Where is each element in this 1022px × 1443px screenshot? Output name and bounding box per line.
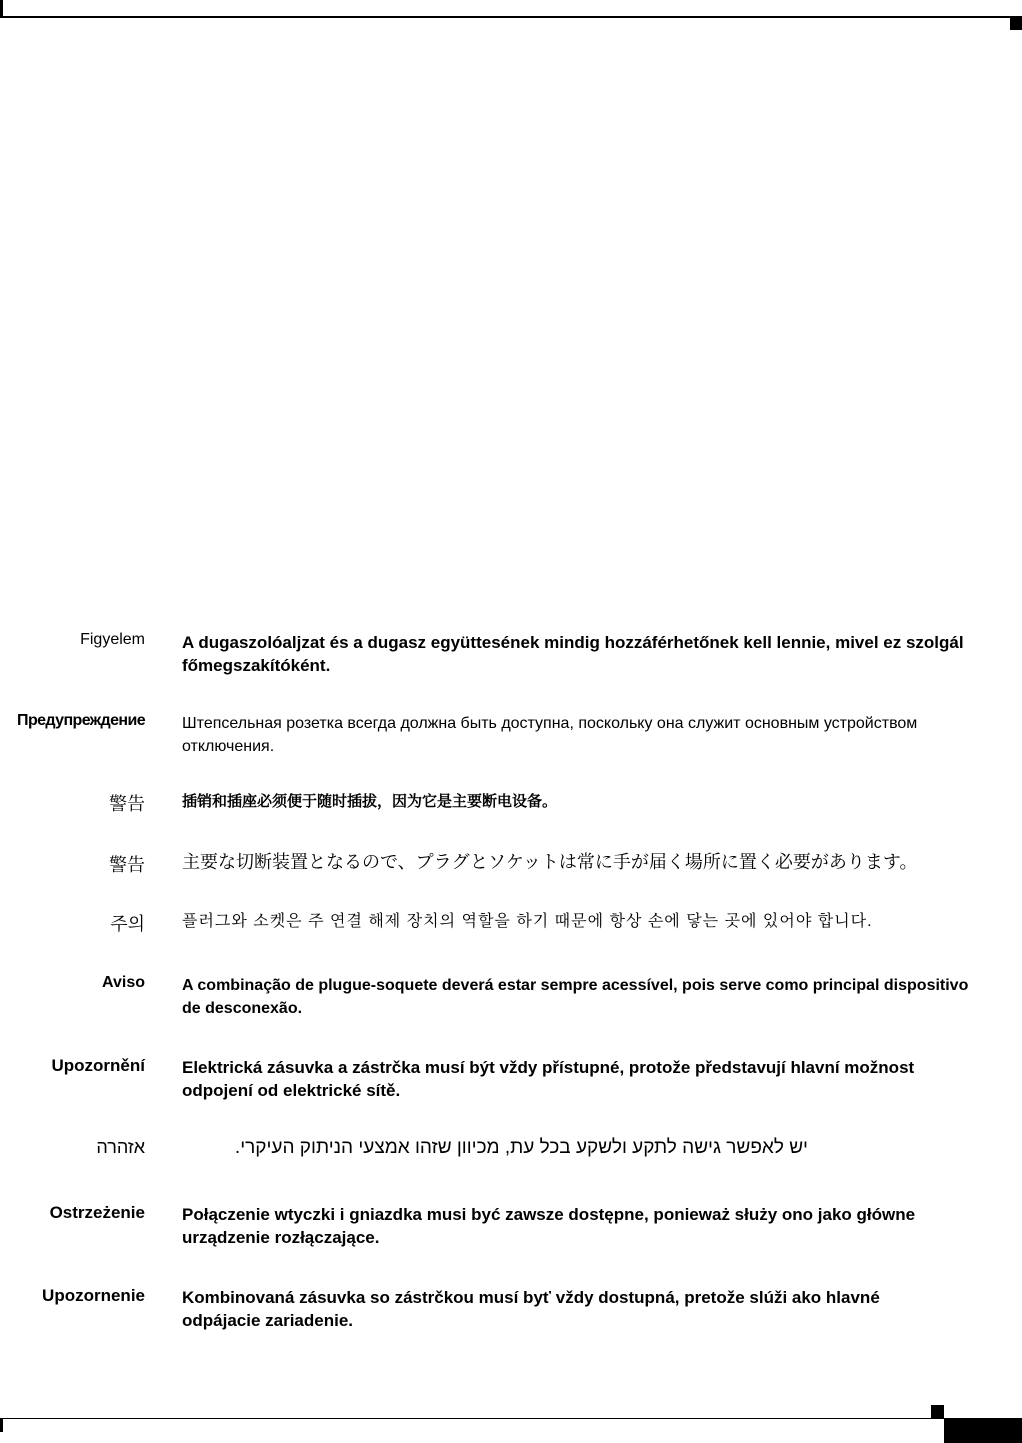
warning-label: Upozornenie — [42, 1286, 145, 1305]
warning-text: 插销和插座必须便于随时插拔，因为它是主要断电设备。 — [182, 793, 558, 810]
warning-label: Figyelem — [80, 631, 145, 648]
warning-label: Upozornění — [51, 1056, 145, 1075]
warning-label: Ostrzeżenie — [49, 1203, 145, 1222]
warning-label: Предупреждение — [17, 712, 145, 729]
warning-text: Штепсельная розетка всегда должна быть доступна, поскольку она служит основным устройством отключения. — [182, 715, 918, 755]
warning-label: 주의 — [110, 914, 145, 934]
footer-rule — [0, 1418, 1022, 1419]
warning-label: 警告 — [109, 855, 145, 875]
warning-text: 플러그와 소켓은 주 연결 해제 장치의 역할을 하기 때문에 항상 손에 닿는 곳에 있어야 합니다. — [182, 913, 873, 930]
warning-text: 主要な切断装置となるので、プラグとソケットは常に手が届く場所に置く必要があります。 — [182, 852, 918, 872]
bottom-margin-tick — [0, 1418, 3, 1432]
warning-text: יש לאפשר גישה לתקע ולשקע בכל עת, מכיוון שזהו אמצעי הניתוק העיקרי. — [234, 1137, 808, 1158]
warning-label: Aviso — [102, 974, 145, 991]
header-rule — [0, 16, 1022, 18]
warning-text: Połączenie wtyczki i gniazdka musi być zawsze dostępne, ponieważ służy ono jako główne urządzenie rozłączające. — [182, 1205, 916, 1247]
warning-label: אזהרה — [96, 1137, 145, 1157]
warning-text: Kombinovaná zásuvka so zástrčkou musí byť vždy dostupná, pretože slúži ako hlavné odpájacie zariadenie. — [182, 1288, 880, 1330]
warning-text: A dugaszolóaljzat és a dugasz együttesének mindig hozzáférhetőnek kell lennie, mivel ez szolgál főmegszakítóként. — [182, 633, 964, 675]
footer-corner-mark — [931, 1405, 944, 1418]
warning-text: Elektrická zásuvka a zástrčka musí být vždy přístupné, protože představují hlavní možnost odpojení od elektrické sítě. — [182, 1058, 915, 1100]
header-corner-mark — [1010, 18, 1022, 30]
footer-page-tab — [944, 1419, 1022, 1443]
warning-text: A combinação de plugue-soquete deverá estar sempre acessível, pois serve como principal dispositivo de desconexão. — [182, 977, 969, 1017]
warning-label: 警告 — [109, 794, 145, 814]
